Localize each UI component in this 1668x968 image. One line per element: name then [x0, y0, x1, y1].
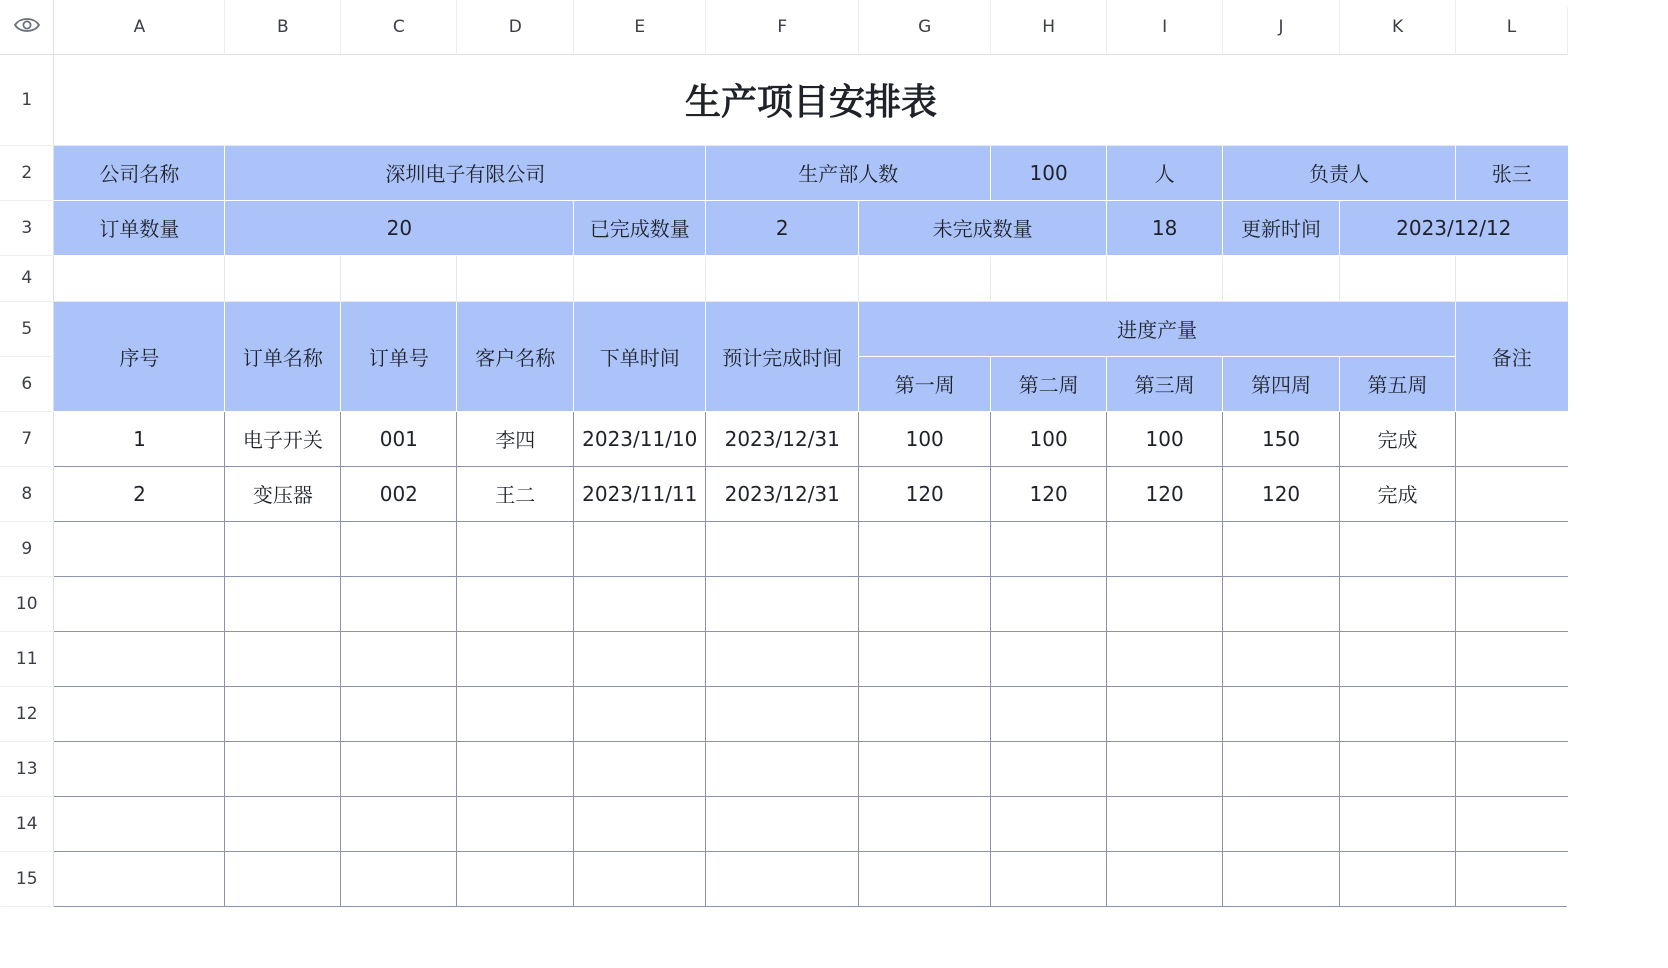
cell[interactable] [341, 576, 457, 631]
cell[interactable] [1456, 686, 1568, 741]
cell[interactable] [1223, 686, 1340, 741]
cell[interactable] [54, 631, 225, 686]
cell[interactable] [341, 741, 457, 796]
cell-est-finish[interactable]: 2023/12/31 [706, 466, 859, 521]
undone-value-cell[interactable]: 18 [1107, 200, 1223, 255]
cell[interactable] [706, 851, 859, 906]
cell[interactable] [457, 521, 574, 576]
column-header-b[interactable]: B [225, 0, 341, 54]
cell[interactable] [859, 796, 991, 851]
cell-order-time[interactable]: 2023/11/11 [574, 466, 706, 521]
cell[interactable] [1107, 576, 1223, 631]
undone-label-cell[interactable]: 未完成数量 [859, 200, 1107, 255]
header-week-5[interactable]: 第五周 [1340, 356, 1456, 411]
header-est-finish[interactable]: 预计完成时间 [706, 301, 859, 411]
cell[interactable] [574, 796, 706, 851]
cell[interactable] [1456, 576, 1568, 631]
row-header-7[interactable]: 7 [0, 411, 54, 466]
cell[interactable] [991, 796, 1107, 851]
cell[interactable] [225, 686, 341, 741]
cell[interactable] [54, 851, 225, 906]
cell[interactable] [574, 741, 706, 796]
cell[interactable] [991, 521, 1107, 576]
cell[interactable] [341, 631, 457, 686]
cell[interactable] [1456, 255, 1568, 301]
cell-remark[interactable] [1456, 466, 1568, 521]
cell[interactable] [1107, 851, 1223, 906]
cell[interactable] [54, 521, 225, 576]
cell-order-time[interactable]: 2023/11/10 [574, 411, 706, 466]
row-header-5[interactable]: 5 [0, 301, 54, 356]
cell-customer[interactable]: 王二 [457, 466, 574, 521]
cell[interactable] [574, 851, 706, 906]
table-row [0, 686, 1568, 741]
cell[interactable] [341, 851, 457, 906]
company-value-cell[interactable]: 深圳电子有限公司 [225, 145, 706, 200]
sheet-title[interactable]: 生产项目安排表 [54, 54, 1568, 145]
row-header-11[interactable]: 11 [0, 631, 54, 686]
cell[interactable] [706, 631, 859, 686]
header-week-2[interactable]: 第二周 [991, 356, 1107, 411]
header-order-no[interactable]: 订单号 [341, 301, 457, 411]
cell[interactable] [859, 255, 991, 301]
cell-week-4[interactable]: 120 [1223, 466, 1340, 521]
header-remark[interactable]: 备注 [1456, 301, 1568, 411]
cell-week-2[interactable]: 120 [991, 466, 1107, 521]
cell[interactable] [1223, 851, 1340, 906]
cell[interactable] [225, 631, 341, 686]
cell[interactable] [225, 741, 341, 796]
cell[interactable] [706, 521, 859, 576]
cell-remark[interactable] [1456, 411, 1568, 466]
cell[interactable] [1107, 255, 1223, 301]
updated-label-cell[interactable]: 更新时间 [1223, 200, 1340, 255]
cell[interactable] [1340, 576, 1456, 631]
row-header-9[interactable]: 9 [0, 521, 54, 576]
cell[interactable] [457, 255, 574, 301]
cell-order-name[interactable]: 电子开关 [225, 411, 341, 466]
cell[interactable] [1223, 521, 1340, 576]
cell[interactable] [341, 255, 457, 301]
cell[interactable] [1223, 255, 1340, 301]
cell[interactable] [225, 255, 341, 301]
column-header-j[interactable]: J [1223, 0, 1340, 54]
cell-week-5[interactable]: 完成 [1340, 466, 1456, 521]
column-header-k[interactable]: K [1340, 0, 1456, 54]
owner-label-cell[interactable]: 负责人 [1223, 145, 1456, 200]
cell[interactable] [574, 255, 706, 301]
table-row [0, 631, 1568, 686]
owner-value-cell[interactable]: 张三 [1456, 145, 1568, 200]
header-order-time[interactable]: 下单时间 [574, 301, 706, 411]
cell[interactable] [1340, 796, 1456, 851]
cell[interactable] [706, 741, 859, 796]
cell[interactable] [1456, 631, 1568, 686]
cell[interactable] [457, 796, 574, 851]
cell[interactable] [225, 851, 341, 906]
cell[interactable] [1340, 255, 1456, 301]
table-row [0, 851, 1568, 906]
cell[interactable] [225, 796, 341, 851]
orders-value-cell[interactable]: 20 [225, 200, 574, 255]
cell[interactable] [991, 631, 1107, 686]
row-header-1[interactable]: 1 [0, 54, 54, 145]
column-header-g[interactable]: G [859, 0, 991, 54]
column-header-c[interactable]: C [341, 0, 457, 54]
cell[interactable] [706, 686, 859, 741]
row-header-3[interactable]: 3 [0, 200, 54, 255]
column-header-h[interactable]: H [991, 0, 1107, 54]
cell-week-1[interactable]: 100 [859, 411, 991, 466]
cell-week-2[interactable]: 100 [991, 411, 1107, 466]
cell-seq[interactable]: 2 [54, 466, 225, 521]
header-week-3[interactable]: 第三周 [1107, 356, 1223, 411]
table-row [0, 741, 1568, 796]
cell[interactable] [1107, 741, 1223, 796]
cell[interactable] [54, 255, 225, 301]
row-header-10[interactable]: 10 [0, 576, 54, 631]
row-header-4[interactable]: 4 [0, 255, 54, 301]
header-customer[interactable]: 客户名称 [457, 301, 574, 411]
cell[interactable] [859, 576, 991, 631]
cell[interactable] [1456, 521, 1568, 576]
cell[interactable] [574, 521, 706, 576]
staff-unit-cell[interactable]: 人 [1107, 145, 1223, 200]
cell[interactable] [1340, 686, 1456, 741]
cell-week-1[interactable]: 120 [859, 466, 991, 521]
cell[interactable] [457, 686, 574, 741]
header-seq[interactable]: 序号 [54, 301, 225, 411]
row-header-12[interactable]: 12 [0, 686, 54, 741]
cell[interactable] [1107, 631, 1223, 686]
cell[interactable] [859, 686, 991, 741]
done-value-cell[interactable]: 2 [706, 200, 859, 255]
staff-value-cell[interactable]: 100 [991, 145, 1107, 200]
cell-week-5[interactable]: 完成 [1340, 411, 1456, 466]
cell[interactable] [991, 686, 1107, 741]
column-header-f[interactable]: F [706, 0, 859, 54]
cell[interactable] [457, 576, 574, 631]
staff-label-cell[interactable]: 生产部人数 [706, 145, 991, 200]
column-header-a[interactable]: A [54, 0, 225, 54]
cell-order-no[interactable]: 001 [341, 411, 457, 466]
cell[interactable] [457, 631, 574, 686]
table-row [0, 576, 1568, 631]
cell[interactable] [991, 741, 1107, 796]
cell-order-no[interactable]: 002 [341, 466, 457, 521]
orders-label-cell[interactable]: 订单数量 [54, 200, 225, 255]
visibility-toggle[interactable] [0, 0, 54, 54]
cell[interactable] [574, 576, 706, 631]
cell[interactable] [574, 686, 706, 741]
cell[interactable] [991, 576, 1107, 631]
cell[interactable] [1340, 631, 1456, 686]
row-header-13[interactable]: 13 [0, 741, 54, 796]
cell[interactable] [225, 521, 341, 576]
cell[interactable] [706, 576, 859, 631]
column-header-l[interactable]: L [1456, 0, 1568, 54]
row-header-2[interactable]: 2 [0, 145, 54, 200]
header-week-4[interactable]: 第四周 [1223, 356, 1340, 411]
cell[interactable] [1107, 686, 1223, 741]
cell[interactable] [859, 851, 991, 906]
column-header-i[interactable]: I [1107, 0, 1223, 54]
cell-seq[interactable]: 1 [54, 411, 225, 466]
cell[interactable] [991, 851, 1107, 906]
cell[interactable] [54, 741, 225, 796]
header-week-1[interactable]: 第一周 [859, 356, 991, 411]
row-header-14[interactable]: 14 [0, 796, 54, 851]
cell[interactable] [1223, 631, 1340, 686]
header-progress[interactable]: 进度产量 [859, 301, 1456, 356]
cell[interactable] [1340, 521, 1456, 576]
eye-icon [13, 15, 41, 35]
cell[interactable] [457, 851, 574, 906]
cell-week-3[interactable]: 120 [1107, 466, 1223, 521]
cell[interactable] [1340, 851, 1456, 906]
cell[interactable] [1223, 796, 1340, 851]
updated-value-cell[interactable]: 2023/12/12 [1340, 200, 1568, 255]
cell[interactable] [706, 255, 859, 301]
cell[interactable] [574, 631, 706, 686]
cell[interactable] [1456, 851, 1568, 906]
cell[interactable] [341, 521, 457, 576]
cell[interactable] [1340, 741, 1456, 796]
cell[interactable] [341, 796, 457, 851]
cell-week-3[interactable]: 100 [1107, 411, 1223, 466]
done-label-cell[interactable]: 已完成数量 [574, 200, 706, 255]
cell[interactable] [859, 521, 991, 576]
table-row [0, 466, 1568, 521]
header-order-name[interactable]: 订单名称 [225, 301, 341, 411]
cell-est-finish[interactable]: 2023/12/31 [706, 411, 859, 466]
row-header-15[interactable]: 15 [0, 851, 54, 906]
cell-customer[interactable]: 李四 [457, 411, 574, 466]
cell[interactable] [54, 576, 225, 631]
company-label-cell[interactable]: 公司名称 [54, 145, 225, 200]
cell[interactable] [859, 631, 991, 686]
table-row [0, 411, 1568, 466]
cell[interactable] [1456, 796, 1568, 851]
cell[interactable] [1107, 796, 1223, 851]
cell[interactable] [457, 741, 574, 796]
cell[interactable] [991, 255, 1107, 301]
cell[interactable] [1456, 741, 1568, 796]
cell[interactable] [859, 741, 991, 796]
cell[interactable] [1107, 521, 1223, 576]
row-header-8[interactable]: 8 [0, 466, 54, 521]
cell-order-name[interactable]: 变压器 [225, 466, 341, 521]
table-row [0, 796, 1568, 851]
cell[interactable] [1223, 576, 1340, 631]
cell[interactable] [225, 576, 341, 631]
cell[interactable] [706, 796, 859, 851]
cell[interactable] [341, 686, 457, 741]
table-row [0, 521, 1568, 576]
column-header-e[interactable]: E [574, 0, 706, 54]
row-header-6[interactable]: 6 [0, 356, 54, 411]
cell-week-4[interactable]: 150 [1223, 411, 1340, 466]
column-header-d[interactable]: D [457, 0, 574, 54]
cell[interactable] [1223, 741, 1340, 796]
cell[interactable] [54, 686, 225, 741]
cell[interactable] [54, 796, 225, 851]
